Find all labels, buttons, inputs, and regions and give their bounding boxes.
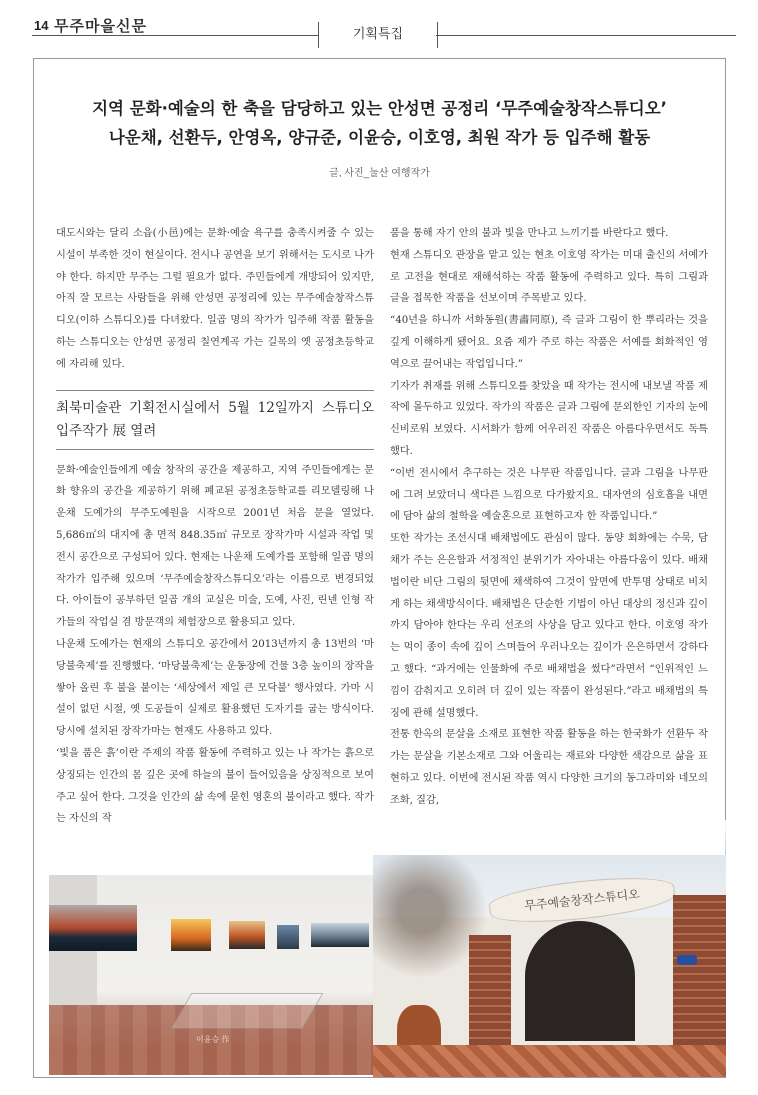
page-header: [0, 0, 758, 50]
section-subheading: 최북미술관 기획전시실에서 5월 12일까지 스튜디오 입주작가 展 열려: [56, 390, 374, 450]
paragraph: 품을 통해 자기 안의 불과 빛을 만나고 느끼기를 바란다고 했다.: [390, 228, 669, 239]
photo-caption: 이윤승 作: [196, 1035, 230, 1044]
paragraph: 문화·예술인들에게 예술 창작의 공간을 제공하고, 지역 주민들에게는 문화 향유의 공간을 제공하기 위해 폐교된 공정초등학교를 리모델링해 나운채 도예가의 무주도예원을 시작으로 2001년 처음 문을 열었다. 5,686㎡의 대지에 총 면적 848.35㎡ 규모로 장작가마 시설과 작업 및 전시 공간으로 구성되어 있다. 현재는 나운채 도예가를 포함해 일곱 명의 작가가 입주해 있으며 ‘무주예술창작스튜디오’라는 이름으로 변경되었다. 아이들이 공부하던 일곱 개의 교실은 미술, 도예, 사진, 린넨 인형 작가들의 작업실 겸 방문객의 체험장으로 활용되고 있다.: [56, 464, 374, 629]
article-title: 지역 문화·예술의 한 축을 담당하고 있는 안성면 공정리 ‘무주예술창작스튜디오’: [92, 99, 667, 118]
paragraph: “40년을 하니까 서화동원(書畵同原), 즉 글과 그림이 한 뿌리라는 것을 깊게 이해하게 됐어요. 요즘 제가 주로 하는 작품은 서예를 회화적인 영역으로 끌어내는 작업입니다.”: [390, 315, 708, 370]
header-rule-left: [32, 35, 318, 36]
glass-display: [171, 993, 324, 1029]
security-badge: [677, 955, 697, 965]
paragraph: 또한 작가는 조선시대 배채법에도 관심이 많다. 동양 회화에는 수묵, 담채가 주는 은은함과 서정적인 분위기가 자아내는 아름다움이 있다. 배채법이란 비단 그림의 뒷면에 채색하여 그것이 앞면에 반투명 상태로 비치게 하는 채색방식이다. 배채법은 단순한 기법이 아닌 대상의 정신과 깊이까지 담아야 한다는 우리 선조의 사상을 담고 있다고 한다. 이호영 작가는 먹이 종이 속에 깊이 스며들어 우러나오는 깊이가 은은하면서 강하다고 했다. “과거에는 인물화에 주로 배채법을 썼다”라면서 “인위적인 느낌이 감춰지고 오히려 더 깊이 있는 작품이 완성된다.”라고 배채법의 특징에 관해 설명했다.: [390, 533, 708, 719]
magazine-logo: 무주마을신문: [54, 18, 147, 35]
article-subtitle: 나운채, 선환두, 안영옥, 양규준, 이윤승, 이호영, 최원 작가 등 입주해 활동: [108, 128, 651, 147]
paragraph: 대도시와는 달리 소읍(小邑)에는 문화·예술 욕구를 충족시켜줄 수 있는 시설이 부족한 것이 현실이다. 전시나 공연을 보기 위해서는 도시로 나가야 한다. 하지만 무주는 그럴 필요가 없다. 주민들에게 개방되어 있지만, 아직 잘 모르는 사람들을 위해 안성면 공정리에 있는 무주예술창작스튜디오(이하 스튜디오)를 다녀왔다. 일곱 명의 작가가 입주해 작품 활동을 하는 스튜디오는 안성면 공정리 칠연계곡 가는 길목의 옛 공정초등학교에 자리해 있다.: [56, 228, 374, 370]
studio-photo: [373, 855, 726, 1077]
left-column: [56, 223, 374, 830]
artwork-sunset-1: [171, 919, 211, 951]
header-rule-right: [436, 35, 736, 36]
page-number: 14: [34, 18, 49, 33]
paragraph: 현재 스튜디오 관장을 맡고 있는 현초 이호영 작가는 미대 출신의 서예가로 고전을 현대로 재해석하는 작품 활동에 주력하고 있다. 특히 그림과 글을 접목한 작품을 선보이며 주목받고 있다.: [390, 249, 708, 305]
paragraph: ‘빛을 품은 흙’이란 주제의 작품 활동에 주력하고 있는 나 작가는 흙으로 상징되는 인간의 몸 깊은 곳에 하늘의 불이 들어있음을 상징적으로 보여주고 싶어 한다. 그것을 인간의 삶 속에 묻힌 영혼의 불이라고 했다. 작가는 자신의 작: [56, 747, 374, 825]
paragraph: 전통 한옥의 문살을 소재로 표현한 작품 활동을 하는 한국화가 선환두 작가는 문살을 기본소재로 그와 어울리는 재료와 다양한 색감으로 삶을 표현하고 있다. 이번에 전시된 작품 역시 다양한 크기의 동그라미와 네모의 조화, 질감,: [390, 729, 708, 806]
gallery-photo: [49, 875, 373, 1075]
artwork-sunset-2: [229, 921, 265, 949]
right-column: [390, 223, 708, 812]
ground: [373, 1045, 726, 1077]
artwork-small: [277, 925, 299, 949]
artwork-landscape-1: [49, 905, 137, 951]
section-label: 기획특집: [318, 22, 438, 48]
artwork-landscape-2: [311, 923, 369, 947]
studio-sign: 무주예술창작스튜디오: [488, 871, 677, 928]
paragraph: 기자가 취재를 위해 스튜디오를 찾았을 때 작가는 전시에 내보낼 작품 제작에 몰두하고 있었다. 작가의 작품은 글과 그림에 문외한인 기자의 눈에 신비로워 보였다. 시서화가 함께 어우러진 작품은 아름다우면서도 독특했다.: [390, 380, 708, 457]
byline: 글, 사진_눌산 여행작가: [329, 168, 430, 179]
studio-entrance: [525, 921, 635, 1041]
paragraph: “이번 전시에서 추구하는 것은 나무판 작품입니다. 글과 그림을 나무판에 그려 보았더니 색다른 느낌으로 다가왔지요. 대자연의 심호흡을 내면에 담아 삶의 철학을 예술혼으로 표현하고자 한 작품입니다.”: [390, 467, 708, 523]
paragraph: 나운채 도예가는 현재의 스튜디오 공간에서 2013년까지 총 13번의 ‘마당불축제’를 진행했다. ‘마당불축제’는 운동장에 건물 3층 높이의 장작을 쌓아 올린 후 불을 붙이는 ‘세상에서 제일 큰 모닥불’ 행사였다. 가마 시설이 없던 시절, 옛 도공들이 실제로 활용했던 도자기를 굽는 방식이다. 당시에 설치된 장작가마는 현재도 사용하고 있다.: [56, 638, 374, 738]
